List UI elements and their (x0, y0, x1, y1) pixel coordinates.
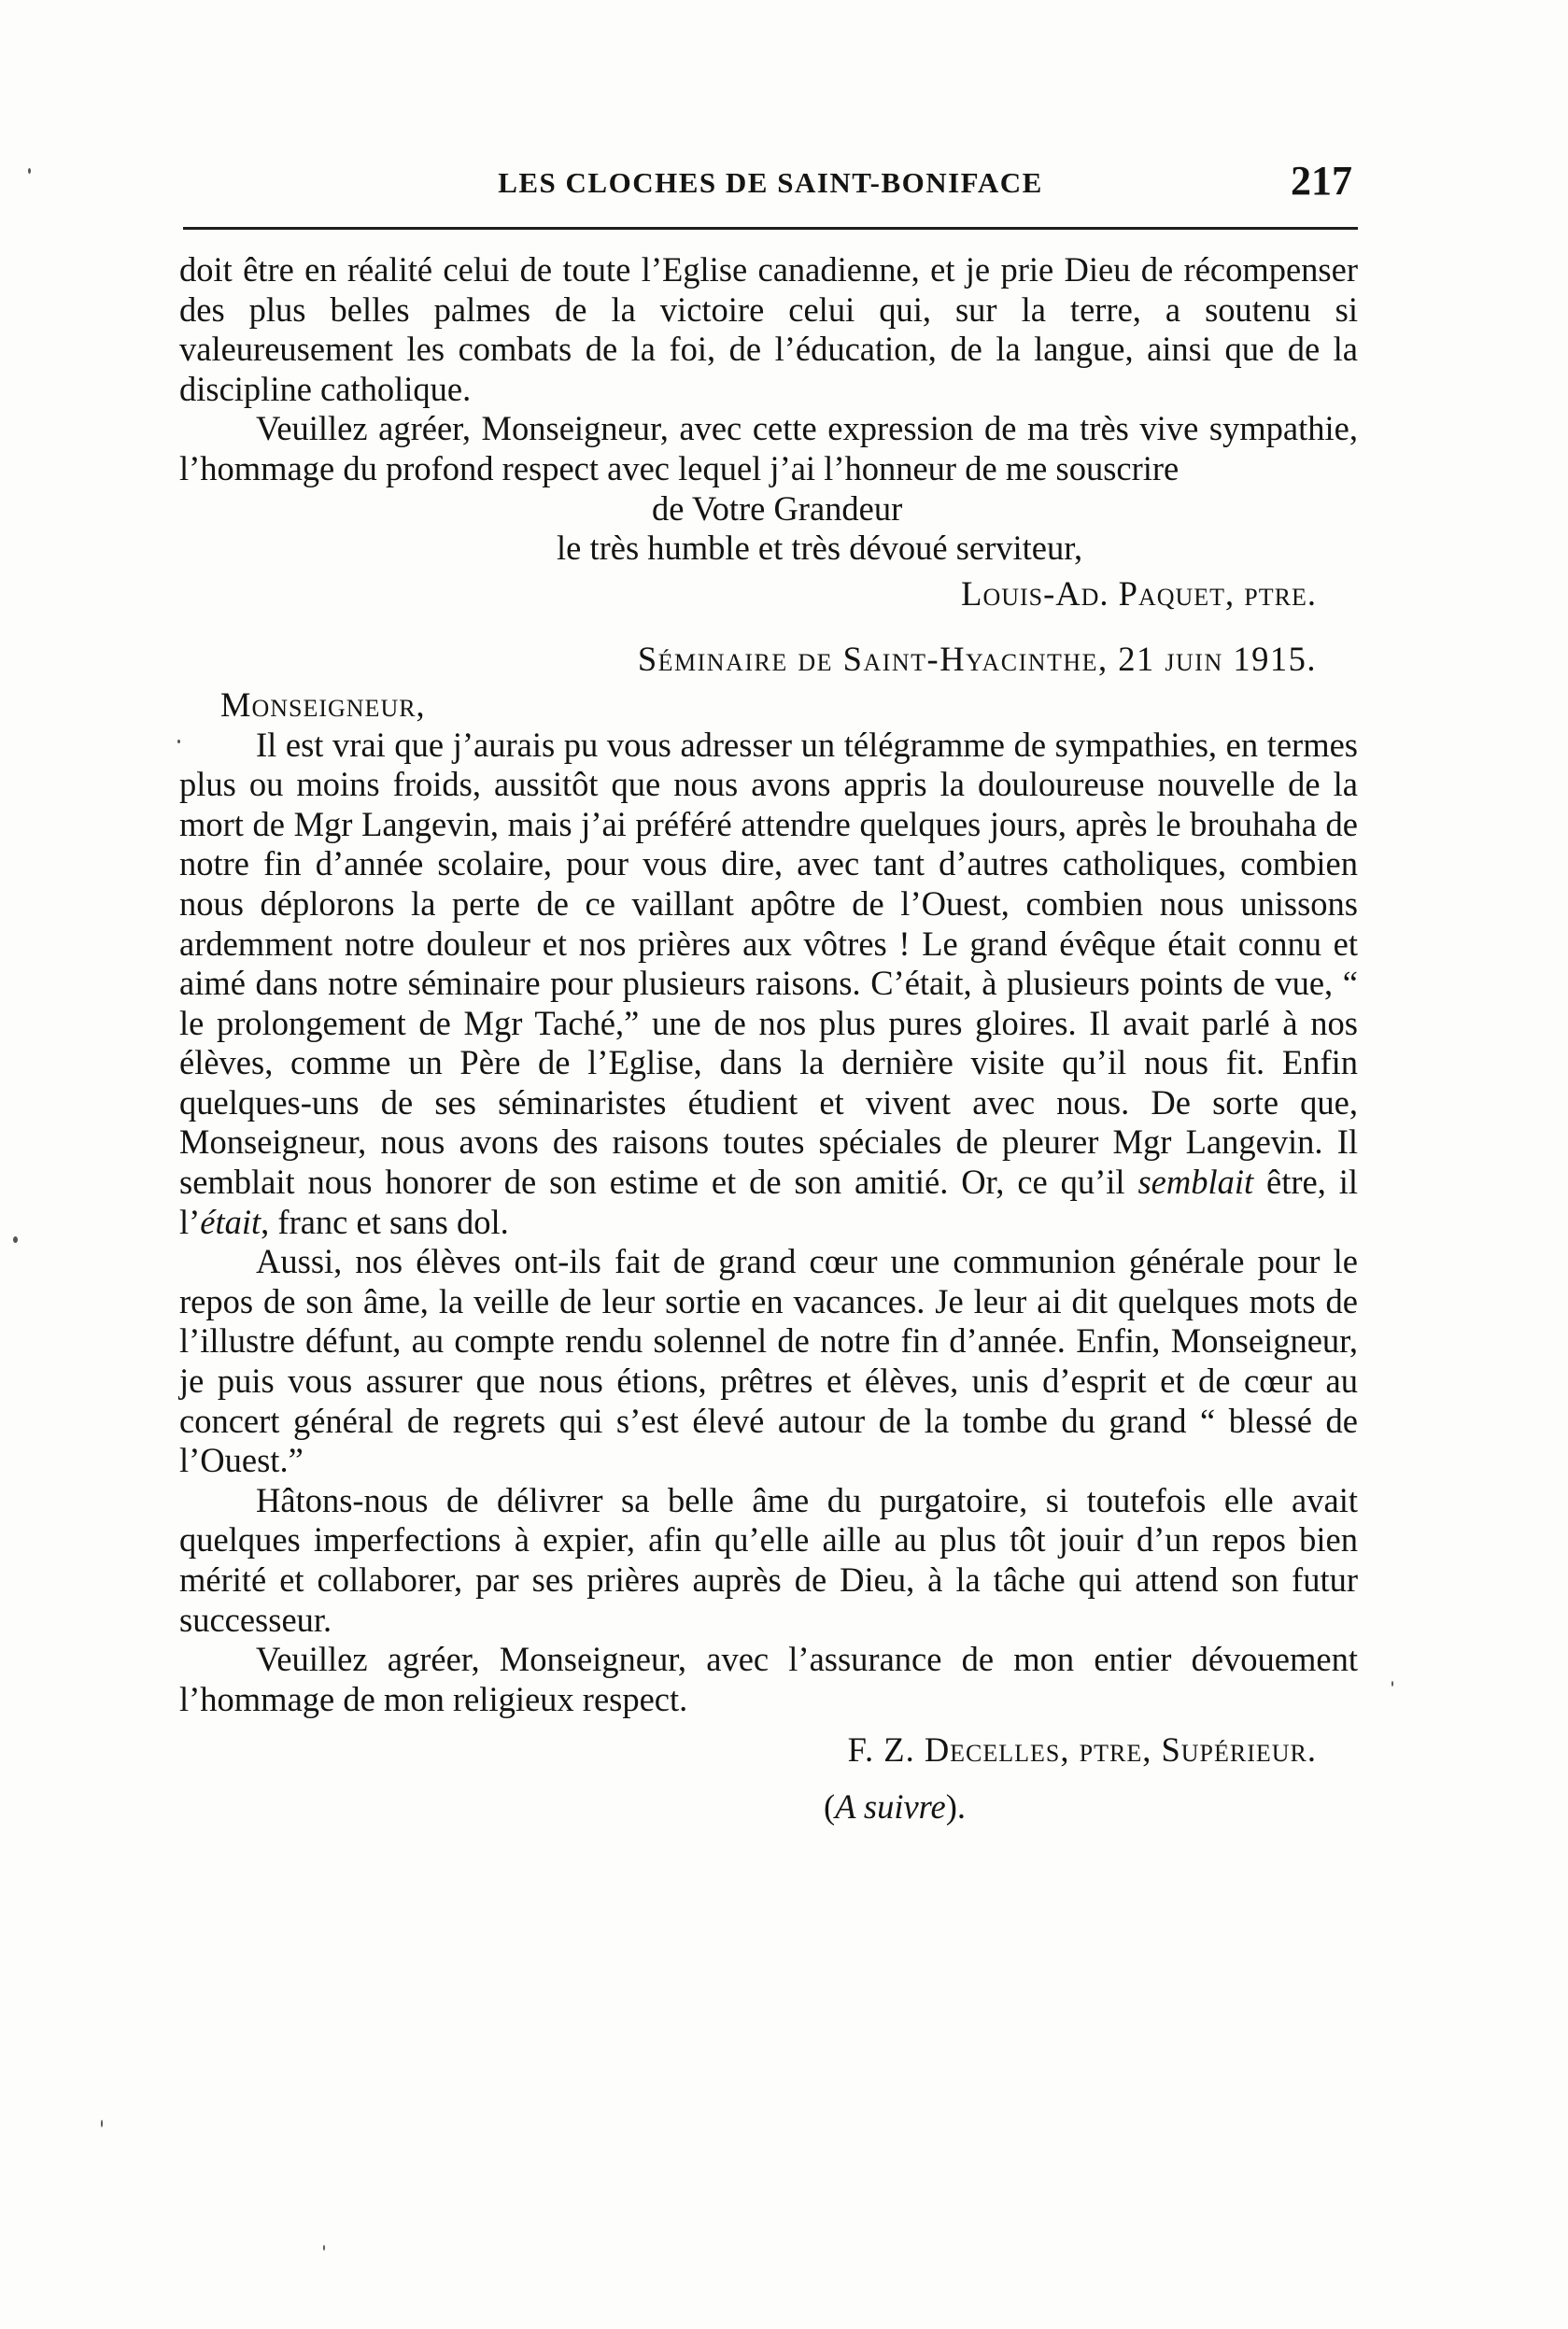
continued-open-paren: ( (823, 1786, 836, 1826)
letter2-paragraph-3: Hâtons-nous de délivrer sa belle âme du purgatoire, si toutefois elle avait quelques imperfections à expier, afin qu’elle aille au plus tôt jouir d’un repos bien mérité et collaborer, par ses prières auprès de Dieu, à la tâche qui attend son futur successeur. (179, 1480, 1358, 1639)
letter2-paragraph-1-text-a: Il est vrai que j’aurais pu vous adresser un télégramme de sympathies, en termes plus ou moins froids, aussitôt que nous avons appris la douloureuse nouvelle de la mort de Mgr Langevin, mais j’ai préféré attendre quelques jours, après le brouhaha de notre fin d’année scolaire, pour vous dire, avec tant d’autres catholiques, combien nous déplorons la perte de ce vaillant apôtre de l’Ouest, combien nous unissons ardemment notre douleur et nos prières aux vôtres ! Le grand évêque était connu et aimé dans notre séminaire pour plusieurs raisons. C’était, à plusieurs points de vue, “ le prolongement de Mgr Taché,” une de nos plus pures gloires. Il avait parlé à nos élèves, comme un Père de l’Eglise, dans la dernière visite qu’il nous fit. Enfin quelques-uns de ses séminaristes étudient et vivent avec nous. De sorte que, Monseigneur, nous avons des raisons toutes spéciales de pleurer Mgr Langevin. Il semblait nous honorer de son estime et de son amitié. Or, ce qu’il (179, 725, 1358, 1202)
letter2-emphasis-semblait: semblait (1137, 1163, 1254, 1202)
letter2-paragraph-1 (179, 726, 1358, 1243)
letter1-closing-line-2: le très humble et très dévoué serviteur, (557, 529, 1083, 568)
scan-speck (1391, 1681, 1393, 1687)
header-rule (183, 227, 1358, 230)
running-head: LES CLOCHES DE SAINT-BONIFACE (498, 166, 1043, 199)
scan-speck (28, 168, 31, 174)
scan-speck (323, 2245, 325, 2251)
letter2-emphasis-etait: était (200, 1202, 261, 1241)
to-be-continued (179, 1787, 1358, 1828)
letter2-paragraph-1-text-b: être, il l’ (179, 1163, 1359, 1241)
letter2-signature: F. Z. Decelles, ptre, Supérieur. (847, 1730, 1317, 1770)
scan-speck (101, 2120, 103, 2127)
letter2-paragraph-1-text-c: , franc et sans dol. (261, 1202, 509, 1241)
letter2-salutation: Monseigneur, (220, 685, 426, 724)
page-number: 217 (1291, 158, 1352, 204)
continued-close-paren: ). (945, 1786, 967, 1826)
letter2-paragraph-2: Aussi, nos élèves ont-ils fait de grand cœur une communion générale pour le repos de son âme, la veille de leur sortie en vacances. Je leur ai dit quelques mots de l’illustre défunt, au compte rendu solennel de notre fin d’année. Enfin, Monseigneur, je puis vous assurer que nous étions, prêtres et élèves, unis d’esprit et de cœur au concert général de regrets qui s’est élevé autour de la tombe du grand “ blessé de l’Ouest.” (179, 1242, 1358, 1480)
letter2-dateline: Séminaire de Saint-Hyacinthe, 21 juin 1915. (637, 640, 1317, 679)
letter1-paragraph-2: Veuillez agréer, Monseigneur, avec cette expression de ma très vive sympathie, l’hommage du profond respect avec lequel j’ai l’honneur de me souscrire (179, 409, 1358, 487)
letter1-closing-line-1: de Votre Grandeur (652, 488, 903, 528)
scan-speck (13, 1236, 18, 1243)
scan-speck (177, 740, 180, 743)
page-header (183, 157, 1358, 209)
body-text (179, 250, 1358, 1828)
letter2-paragraph-4: Veuillez agréer, Monseigneur, avec l’assurance de mon entier dévouement l’hommage de mon religieux respect. (179, 1640, 1358, 1718)
letter1-paragraph-1: doit être en réalité celui de toute l’Eglise canadienne, et je prie Dieu de récompenser des plus belles palmes de la victoire celui qui, sur la terre, a soutenu si valeureusement les combats de la foi, de l’éducation, de la langue, ainsi que de la discipline catholique. (179, 250, 1358, 408)
letter1-signature: Louis-Ad. Paquet, ptre. (961, 573, 1317, 613)
continued-label: A suivre (835, 1786, 946, 1826)
